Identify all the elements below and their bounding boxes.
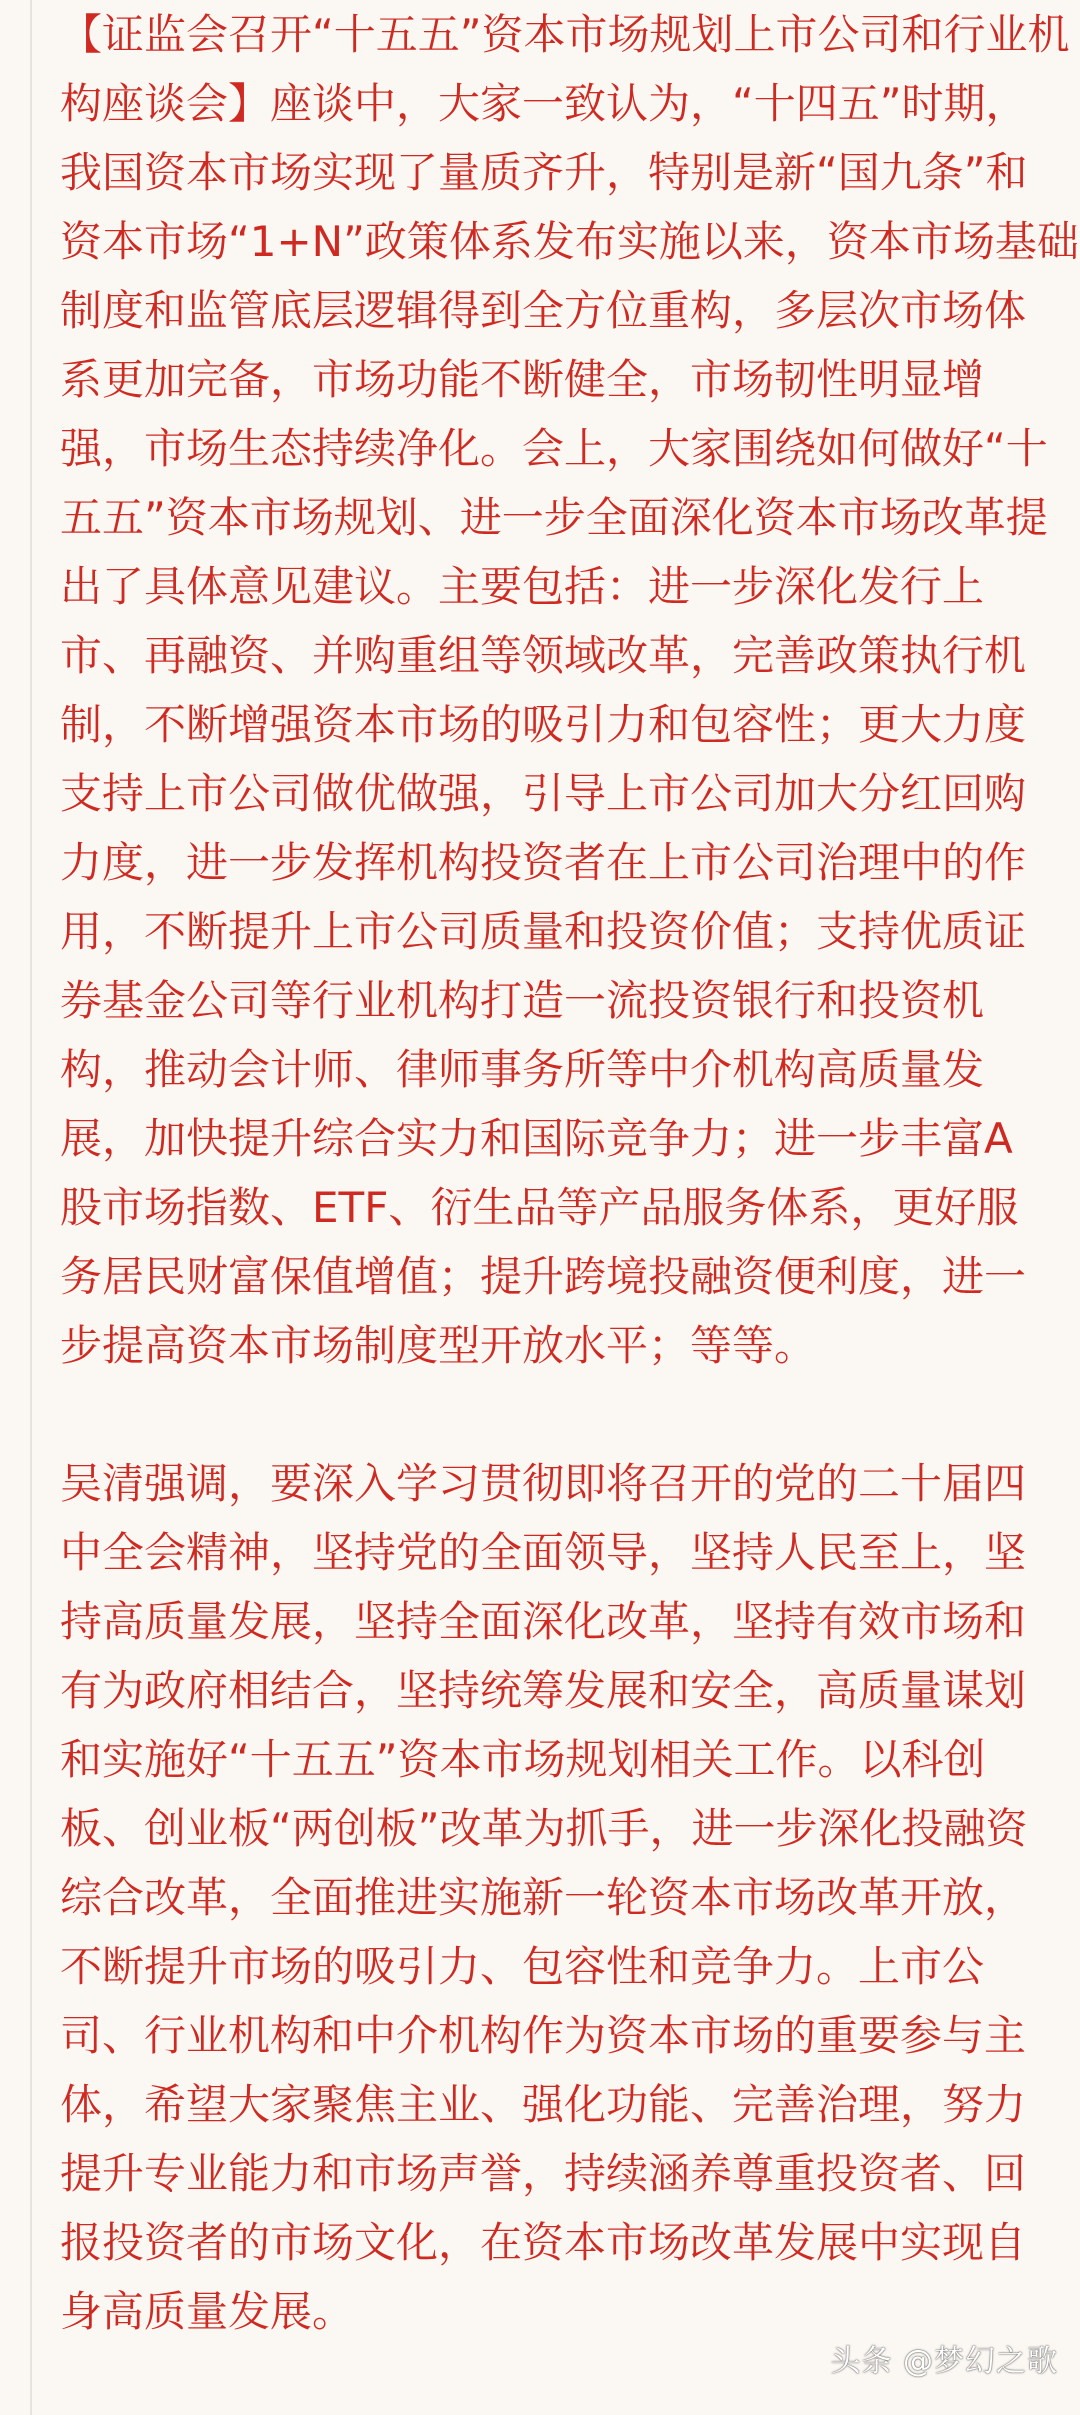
paragraph-line: 券基金公司等行业机构打造一流投资银行和投资机 <box>60 976 985 1025</box>
paragraph-line: 资本市场“1+N”政策体系发布实施以来，资本市场基础 <box>60 217 1079 266</box>
paragraph-line: 中全会精神，坚持党的全面领导，坚持人民至上，坚 <box>60 1528 1027 1577</box>
paragraph-line: 步提高资本市场制度型开放水平；等等。 <box>60 1321 817 1370</box>
paragraph-line: 出了具体意见建议。主要包括：进一步深化发行上 <box>60 562 985 611</box>
paragraph-line: 强，市场生态持续净化。会上，大家围绕如何做好“十 <box>60 424 1048 473</box>
paragraph-line: 身高质量发展。 <box>60 2287 355 2336</box>
paragraph-line: 股市场指数、ETF、衍生品等产品服务体系，更好服 <box>60 1183 1019 1232</box>
article-paragraph-1 <box>60 0 1079 1380</box>
paragraph-line: 市、再融资、并购重组等领域改革，完善政策执行机 <box>60 631 1027 680</box>
paragraph-line: 务居民财富保值增值；提升跨境投融资便利度，进一 <box>60 1252 1027 1301</box>
paragraph-line: 【证监会召开“十五五”资本市场规划上市公司和行业机 <box>60 10 1070 59</box>
paragraph-line: 板、创业板“两创板”改革为抓手，进一步深化投融资 <box>60 1804 1028 1853</box>
article-body <box>60 0 1079 2346</box>
paragraph-line: 有为政府相结合，坚持统筹发展和安全，高质量谋划 <box>60 1666 1027 1715</box>
paragraph-line: 制度和监管底层逻辑得到全方位重构，多层次市场体 <box>60 286 1027 335</box>
paragraph-line: 报投资者的市场文化，在资本市场改革发展中实现自 <box>60 2218 1027 2267</box>
paragraph-line: 构座谈会】座谈中，大家一致认为，“十四五”时期， <box>60 79 1028 128</box>
paragraph-line: 提升专业能力和市场声誉，持续涵养尊重投资者、回 <box>60 2149 1027 2198</box>
paragraph-line: 和实施好“十五五”资本市场规划相关工作。以科创 <box>60 1735 986 1784</box>
paragraph-spacer <box>60 1380 1050 1449</box>
paragraph-line: 五五”资本市场规划、进一步全面深化资本市场改革提 <box>60 493 1048 542</box>
paragraph-line: 制，不断增强资本市场的吸引力和包容性；更大力度 <box>60 700 1027 749</box>
paragraph-line: 不断提升市场的吸引力、包容性和竞争力。上市公 <box>60 1942 985 1991</box>
source-watermark: 头条 @梦幻之歌 <box>830 2344 1058 2379</box>
paragraph-line: 展，加快提升综合实力和国际竞争力；进一步丰富A <box>60 1114 1013 1163</box>
paragraph-line: 支持上市公司做优做强，引导上市公司加大分红回购 <box>60 769 1027 818</box>
paragraph-line: 用，不断提升上市公司质量和投资价值；支持优质证 <box>60 907 1027 956</box>
paragraph-line: 我国资本市场实现了量质齐升，特别是新“国九条”和 <box>60 148 1028 197</box>
paragraph-line: 系更加完备，市场功能不断健全，市场韧性明显增 <box>60 355 985 404</box>
paragraph-line: 体，希望大家聚焦主业、强化功能、完善治理，努力 <box>60 2080 1027 2129</box>
paragraph-line: 司、行业机构和中介机构作为资本市场的重要参与主 <box>60 2011 1027 2060</box>
paragraph-line: 力度，进一步发挥机构投资者在上市公司治理中的作 <box>60 838 1027 887</box>
article-paragraph-2 <box>60 1449 1050 2346</box>
paragraph-line: 吴清强调，要深入学习贯彻即将召开的党的二十届四 <box>60 1459 1027 1508</box>
left-margin-rule <box>30 0 32 2415</box>
paragraph-line: 综合改革，全面推进实施新一轮资本市场改革开放， <box>60 1873 1027 1922</box>
paragraph-line: 持高质量发展，坚持全面深化改革，坚持有效市场和 <box>60 1597 1027 1646</box>
paragraph-line: 构，推动会计师、律师事务所等中介机构高质量发 <box>60 1045 985 1094</box>
